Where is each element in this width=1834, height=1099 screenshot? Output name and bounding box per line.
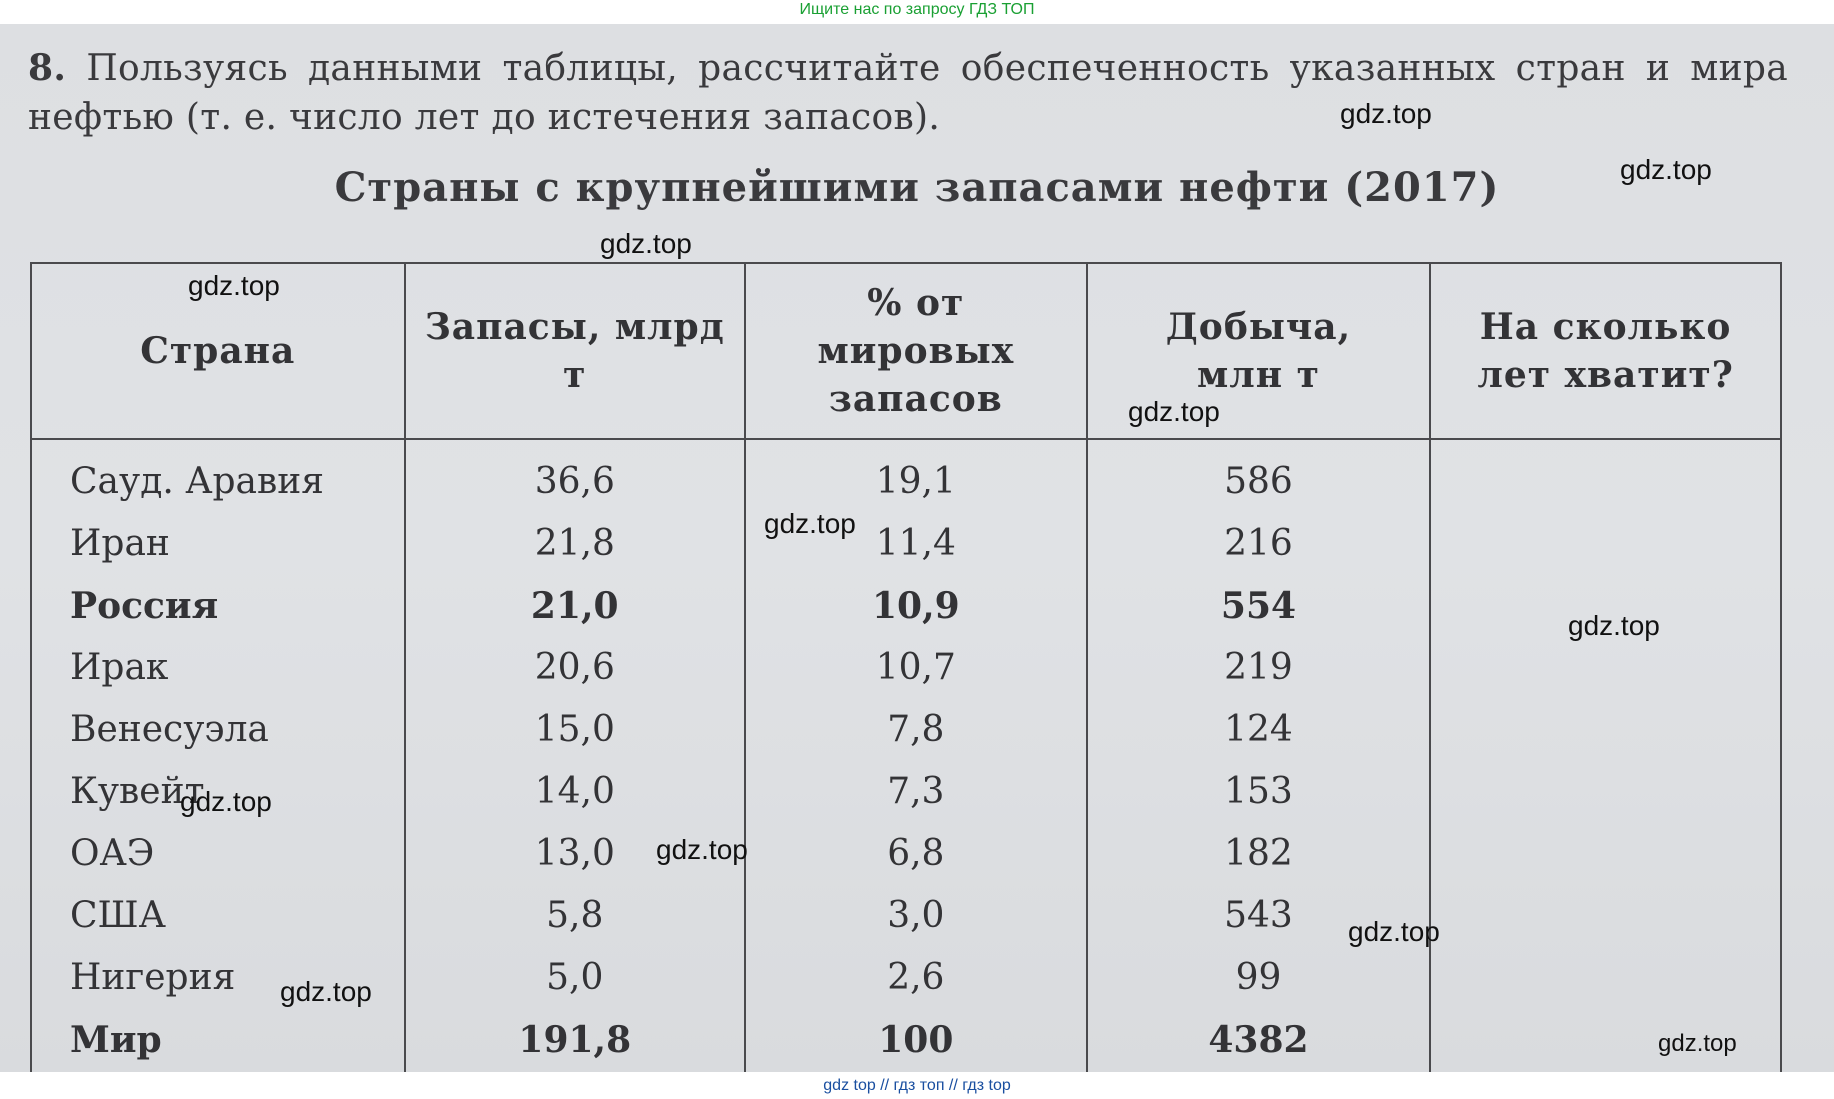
cell-country: Иран xyxy=(31,513,405,575)
watermark: gdz.top xyxy=(188,270,280,301)
cell-production: 543 xyxy=(1087,885,1431,947)
cell-percent: 11,4 xyxy=(745,513,1087,575)
cell-country: Ирак xyxy=(31,637,405,699)
cell-reserves: 191,8 xyxy=(405,1009,745,1081)
bottom-banner[interactable]: gdz top // гдз топ // гдз top xyxy=(0,1072,1834,1099)
cell-reserves: 13,0 xyxy=(405,823,745,885)
watermark: gdz.top xyxy=(600,228,692,259)
cell-country: ОАЭ xyxy=(31,823,405,885)
cell-reserves: 20,6 xyxy=(405,637,745,699)
cell-reserves: 36,6 xyxy=(405,439,745,513)
cell-production: 4382 xyxy=(1087,1009,1431,1081)
table-row xyxy=(31,885,1781,947)
cell-percent: 10,7 xyxy=(745,637,1087,699)
cell-years xyxy=(1430,947,1781,1009)
cell-country: США xyxy=(31,885,405,947)
cell-production: 219 xyxy=(1087,637,1431,699)
task-text: Пользуясь данными таблицы, рассчитайте обеспеченность указанных стран и мира нефтью (т. е. число лет до истечения запасов). xyxy=(28,48,1788,138)
watermark: gdz.top xyxy=(1128,396,1220,427)
cell-percent: 3,0 xyxy=(745,885,1087,947)
cell-reserves: 21,8 xyxy=(405,513,745,575)
cell-years xyxy=(1430,637,1781,699)
cell-years xyxy=(1430,439,1781,513)
cell-reserves: 14,0 xyxy=(405,761,745,823)
cell-country: Венесуэла xyxy=(31,699,405,761)
cell-country: Мир xyxy=(31,1009,405,1081)
watermark: gdz.top xyxy=(764,508,856,539)
watermark: gdz.top xyxy=(280,976,372,1007)
watermark: gdz.top xyxy=(656,834,748,865)
textbook-page xyxy=(0,24,1834,1072)
table-header-row xyxy=(31,263,1781,439)
cell-production: 554 xyxy=(1087,575,1431,637)
table-title: Страны с крупнейшими запасами нефти (2017) xyxy=(334,164,1500,211)
header-reserves: Запасы, млрд т xyxy=(405,263,745,439)
cell-percent: 100 xyxy=(745,1009,1087,1081)
cell-reserves: 5,0 xyxy=(405,947,745,1009)
cell-years xyxy=(1430,699,1781,761)
cell-production: 216 xyxy=(1087,513,1431,575)
header-country: Страна xyxy=(31,263,405,439)
table-row xyxy=(31,1009,1781,1081)
watermark: gdz.top xyxy=(1568,610,1660,641)
cell-percent: 19,1 xyxy=(745,439,1087,513)
cell-percent: 7,3 xyxy=(745,761,1087,823)
table-row xyxy=(31,761,1781,823)
task-number: 8. xyxy=(28,47,67,89)
cell-production: 99 xyxy=(1087,947,1431,1009)
cell-reserves: 5,8 xyxy=(405,885,745,947)
table-row xyxy=(31,513,1781,575)
watermark: gdz.top xyxy=(1340,98,1432,129)
cell-years xyxy=(1430,823,1781,885)
cell-years xyxy=(1430,761,1781,823)
watermark: gdz.top xyxy=(1348,916,1440,947)
watermark: gdz.top xyxy=(180,786,272,817)
cell-country: Нигерия xyxy=(31,947,405,1009)
header-percent: % от мировых запасов xyxy=(745,263,1087,439)
oil-reserves-table xyxy=(30,262,1782,1082)
table-row xyxy=(31,575,1781,637)
cell-percent: 2,6 xyxy=(745,947,1087,1009)
header-production: Добыча, млн т xyxy=(1087,263,1431,439)
table-row xyxy=(31,823,1781,885)
cell-reserves: 21,0 xyxy=(405,575,745,637)
cell-years xyxy=(1430,885,1781,947)
cell-country: Россия xyxy=(31,575,405,637)
table-row xyxy=(31,439,1781,513)
cell-country: Кувейт xyxy=(31,761,405,823)
cell-production: 124 xyxy=(1087,699,1431,761)
cell-percent: 10,9 xyxy=(745,575,1087,637)
table-row xyxy=(31,699,1781,761)
cell-years xyxy=(1430,513,1781,575)
cell-percent: 6,8 xyxy=(745,823,1087,885)
cell-percent: 7,8 xyxy=(745,699,1087,761)
table-row xyxy=(31,637,1781,699)
watermark: gdz.top xyxy=(1658,1030,1737,1057)
top-banner[interactable]: Ищите нас по запросу ГДЗ ТОП xyxy=(799,1,1035,18)
cell-country: Сауд. Аравия xyxy=(31,439,405,513)
cell-reserves: 15,0 xyxy=(405,699,745,761)
task-paragraph xyxy=(28,44,1788,142)
watermark: gdz.top xyxy=(1620,154,1712,185)
header-years: На сколько лет хватит? xyxy=(1430,263,1781,439)
cell-production: 153 xyxy=(1087,761,1431,823)
cell-production: 182 xyxy=(1087,823,1431,885)
cell-production: 586 xyxy=(1087,439,1431,513)
